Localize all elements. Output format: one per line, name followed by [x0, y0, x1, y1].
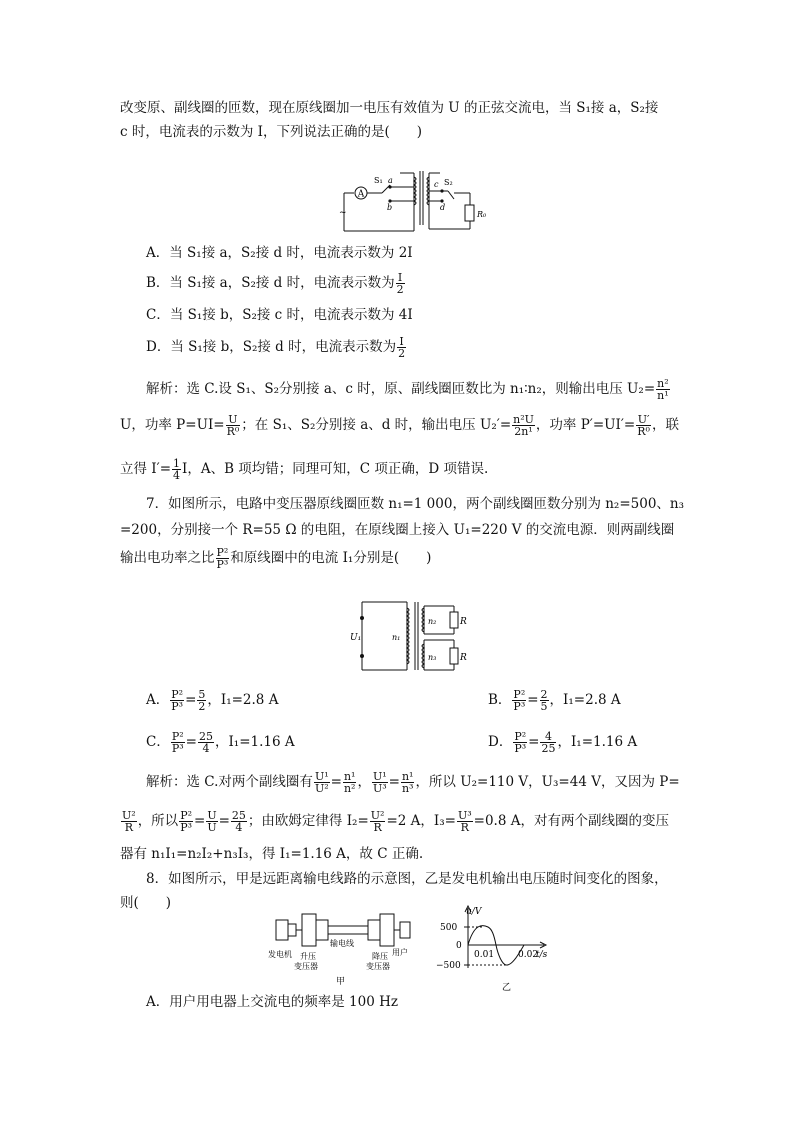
caption-yi: 乙: [502, 983, 512, 993]
label-n1: n₁: [392, 633, 401, 642]
label-a: a: [388, 176, 393, 185]
q6-stem-line2: c 时，电流表的示数为 I，下列说法正确的是( ): [120, 124, 423, 140]
caption-jia: 甲: [336, 977, 346, 987]
q7-solution-line2: $\frac{\text{U²}}{R}$ ，所以 $\frac{\text{P²}}{\text{P³}}$ = $\frac{U}{U}$ = $\frac{25}{4}$ ；由欧姆定律得 I₂= $\frac{\text{U²}}{R}$ =2 A，I₃= $\frac{\text{U³}}{R}$ =0.8 A，对有两个副线圈的变压: [122, 809, 669, 834]
label-user: 用户: [392, 948, 408, 957]
label-r-top: R: [460, 617, 467, 627]
q7-solution-line1: 解析：选 C.对两个副线圈有 $\frac{\text{U¹}}{\text{U²}}$ = $\frac{\text{n¹}}{\text{n²}}$ ， $\frac{\text{U¹}}{\text{U³}}$ = $\frac{\text{n¹}}{\text{n³}}$ ，所以 U₂=110 V，U₃=44 V，又因为 P=: [146, 770, 680, 795]
q6-option-a: A．当 S₁接 a，S₂接 d 时，电流表示数为 2I: [146, 245, 413, 261]
label-transmission-line: 输电线: [330, 939, 354, 948]
q7-solution-line3: 器有 n₁I₁=n₂I₂+n₃I₃，得 I₁=1.16 A，故 C 正确.: [120, 846, 424, 862]
q7-stem-line3: 输出电功率之比 $\frac{\text{P²}}{\text{P³}}$ 和原线圈中的电流 I₁分别是( ): [120, 546, 432, 571]
q6-circuit-figure: [330, 163, 500, 235]
q8-voltage-graph: [432, 902, 552, 996]
y-axis-label: u/V: [466, 907, 482, 917]
q7-stem-line2: =200，分别接一个 R=55 Ω 的电阻，在原线圈上接入 U₁=220 V 的交流电源．则两副线圈: [120, 522, 675, 538]
y-tick-500: 500: [440, 923, 458, 933]
x-tick-0.02: 0.02: [518, 950, 539, 960]
label-s1: S₁: [374, 176, 383, 185]
label-u1: U₁: [350, 633, 362, 643]
x-tick-0.01: 0.01: [474, 950, 495, 960]
y-tick-neg500: −500: [436, 961, 461, 971]
q6-solution-line2: U，功率 P=UI= $\frac{U}{\text{R⁰}}$ ；在 S₁、S₂分别接 a、d 时，输出电压 U₂′= $\frac{\text{n²U}}{\text{2n¹}}$ ，功率 P′=UI′= $\frac{U'}{\text{R⁰}}$ ，联: [120, 413, 679, 438]
q7-transformer-figure: [350, 598, 470, 676]
q8-option-a: A．用户用电器上交流电的频率是 100 Hz: [146, 994, 398, 1010]
x-axis-label: t/s: [536, 950, 548, 960]
q7-option-d: D． $\frac{\text{P²}}{\text{P³}}$ = $\frac{4}{25}$ ，I₁=1.16 A: [488, 730, 638, 755]
q6-stem-line1: 改变原、副线圈的匝数，现在原线圈加一电压有效值为 U 的正弦交流电，当 S₁接 a，S₂接: [120, 100, 659, 116]
ammeter-label: A: [357, 189, 365, 200]
q7-stem-line1: 7．如图所示，电路中变压器原线圈匝数 n₁=1 000，两个副线圈匝数分别为 n₂=500、n₃: [146, 496, 685, 512]
q8-power-line-diagram: [268, 908, 418, 988]
ac-source-symbol: ~: [339, 208, 347, 218]
q6-option-c: C．当 S₁接 b，S₂接 c 时，电流表示数为 4I: [146, 307, 413, 323]
q6-option-d: D．当 S₁接 b，S₂接 d 时，电流表示数为 $\frac{I}{2}$: [146, 335, 406, 360]
label-step-up: 升压: [300, 952, 316, 961]
q6-solution-line3: 立得 I′= $\frac{1}{4}$ I，A、B 项均错；同理可知，C 项正确，D 项错误.: [120, 457, 489, 482]
q7-option-b: B． $\frac{\text{P²}}{\text{P³}}$ = $\frac{2}{5}$ ，I₁=2.8 A: [488, 688, 621, 713]
label-d: d: [440, 203, 446, 212]
q7-option-a: A． $\frac{\text{P²}}{\text{P³}}$ = $\frac{5}{2}$ ，I₁=2.8 A: [146, 688, 279, 713]
label-c: c: [434, 180, 439, 189]
q6-solution-line1: 解析：选 C.设 S₁、S₂分别接 a、c 时，原、副线圈匝数比为 n₁∶n₂，则输出电压 U₂= $\frac{\text{n²}}{\text{n¹}}$: [146, 377, 669, 402]
label-r-bottom: R: [460, 653, 467, 663]
q6-option-b: B．当 S₁接 a，S₂接 d 时，电流表示数为 $\frac{I}{2}$: [146, 271, 404, 296]
q7-option-c: C． $\frac{\text{P²}}{\text{P³}}$ = $\frac{25}{4}$ ，I₁=1.16 A: [146, 730, 295, 755]
label-n3: n₃: [428, 653, 437, 662]
q8-stem-line1: 8．如图所示，甲是远距离输电线路的示意图，乙是发电机输出电压随时间变化的图象，: [146, 871, 668, 887]
label-generator: 发电机: [268, 950, 292, 959]
y-tick-0: 0: [456, 941, 462, 951]
label-step-down: 降压: [372, 952, 388, 961]
label-step-down-transformer: 变压器: [366, 962, 390, 971]
label-n2: n₂: [428, 617, 437, 626]
label-step-up-transformer: 变压器: [294, 962, 318, 971]
label-b: b: [387, 203, 393, 212]
label-r0: R₀: [477, 210, 487, 219]
label-s2: S₂: [444, 178, 453, 187]
q8-stem-line2: 则( ): [120, 895, 172, 911]
